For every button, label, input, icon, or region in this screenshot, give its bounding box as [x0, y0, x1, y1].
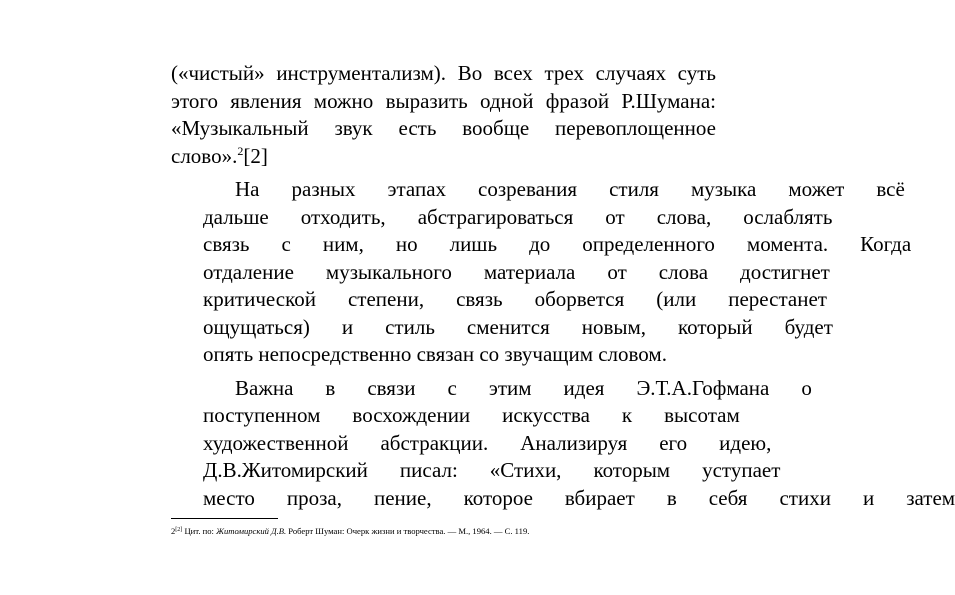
word: его — [659, 430, 688, 455]
word: художественной — [203, 430, 349, 455]
word: в — [666, 485, 677, 510]
word: Важна — [235, 375, 294, 400]
word: ослаблять — [743, 204, 833, 229]
word: Д.В.Житомирский — [203, 458, 368, 482]
word: музыкального — [325, 259, 452, 284]
word: Р.Шумана: — [621, 88, 716, 113]
word: идея — [563, 375, 605, 400]
footnote-reference[interactable]: 2 — [237, 143, 244, 158]
word: ним, — [322, 232, 364, 256]
text-line — [171, 286, 827, 314]
word: явления — [230, 88, 302, 113]
word: ощущаться) — [203, 314, 310, 339]
word: идею, — [719, 430, 772, 455]
word: от — [605, 204, 625, 229]
word: этого — [171, 88, 219, 113]
word: дальше — [203, 204, 269, 229]
footnote-number: 2 — [171, 526, 176, 536]
word: разных — [291, 177, 356, 201]
word: («чистый» — [171, 61, 265, 85]
citation-reference[interactable]: [2] — [243, 143, 268, 168]
word: инструментализм). — [276, 61, 447, 85]
word: (или — [656, 287, 697, 311]
paragraph-1 — [171, 60, 716, 170]
text-line — [171, 430, 772, 458]
word: Во — [457, 61, 483, 85]
word: с — [281, 232, 291, 256]
word: «Музыкальный — [171, 116, 309, 140]
word: фразой — [545, 88, 610, 113]
word: пение, — [373, 485, 432, 510]
word: На — [235, 177, 260, 201]
footnote-divider — [171, 518, 278, 519]
word: затем — [906, 485, 955, 510]
text-line — [171, 314, 833, 342]
word: момента. — [746, 232, 829, 256]
word: перевоплощенное — [555, 116, 716, 140]
word: уступает — [702, 458, 781, 482]
word: стиля — [609, 177, 659, 201]
word: Э.Т.А.Гофмана — [636, 375, 770, 400]
word: вообще — [462, 116, 530, 140]
word: лишь — [449, 232, 498, 256]
word: новым, — [581, 314, 647, 339]
text-line — [171, 259, 830, 287]
word: слова, — [656, 204, 712, 229]
word: связь — [456, 287, 503, 311]
paragraph-2 — [171, 176, 912, 369]
word: отдаление — [203, 259, 294, 284]
word: Когда — [860, 232, 912, 256]
word: которое — [463, 485, 533, 510]
text-line — [171, 375, 812, 403]
text-line — [171, 402, 740, 430]
word: музыка — [690, 177, 757, 201]
word: восхождении — [352, 403, 471, 427]
word: связи — [367, 375, 416, 400]
text-line: опять непосредственно связан со звучащим словом. — [203, 342, 667, 366]
text-line — [171, 231, 912, 259]
word: звук — [334, 116, 373, 140]
word: и — [341, 314, 354, 339]
word: писал: — [399, 458, 458, 482]
word: перестанет — [728, 287, 827, 311]
footnote-source: Роберт Шуман: Очерк жизни и творчества. — М., 1964. — С. 119. — [288, 526, 530, 536]
word: вбирает — [564, 485, 635, 510]
word: оборвется — [534, 287, 625, 311]
word: случаях — [595, 61, 666, 85]
footnote — [171, 526, 731, 537]
word: созревания — [478, 177, 578, 201]
text-line — [171, 204, 833, 232]
word: которым — [593, 458, 671, 482]
word: проза, — [286, 485, 342, 510]
word: слова — [658, 259, 709, 284]
word: о — [801, 375, 812, 400]
word: себя — [708, 485, 748, 510]
word: этапах — [387, 177, 447, 201]
word: достигнет — [740, 259, 830, 284]
word: можно — [313, 88, 374, 113]
word: с — [447, 375, 457, 400]
word: отходить, — [300, 204, 386, 229]
footnote-prefix: Цит. по: — [184, 526, 214, 536]
word: к — [621, 403, 633, 427]
word: в — [325, 375, 336, 400]
word: всё — [876, 177, 905, 201]
word: абстрагироваться — [417, 204, 574, 229]
word: степени, — [347, 287, 425, 311]
word: материала — [483, 259, 576, 284]
word: от — [607, 259, 627, 284]
word: до — [529, 232, 551, 256]
word: трех — [544, 61, 584, 85]
paragraph-3 — [171, 375, 955, 513]
word: стихи — [779, 485, 831, 510]
text-line — [171, 485, 955, 513]
text-line — [171, 143, 716, 171]
word: будет — [784, 314, 833, 339]
footnote-ref: [2] — [175, 527, 183, 533]
last-line-text: слово». — [171, 143, 238, 168]
text-line — [171, 176, 905, 204]
word: выразить — [385, 88, 468, 113]
word: сменится — [466, 314, 550, 339]
body-text — [171, 60, 955, 512]
word: связь — [203, 232, 250, 256]
word: суть — [677, 61, 716, 85]
word: искусства — [502, 403, 590, 427]
word: абстракции. — [380, 430, 489, 455]
word: может — [788, 177, 845, 201]
word: и — [862, 485, 875, 510]
word: но — [395, 232, 418, 256]
footnote-author: Житомирский Д.В. — [216, 526, 287, 536]
text-line — [171, 60, 716, 88]
word: есть — [398, 116, 437, 140]
text-line — [171, 457, 781, 485]
text-line — [171, 88, 716, 116]
word: «Стихи, — [489, 458, 562, 482]
word: одной — [479, 88, 534, 113]
word: этим — [488, 375, 532, 400]
word: высотам — [664, 403, 740, 427]
word: место — [203, 485, 255, 510]
text-line — [171, 115, 716, 143]
word: который — [678, 314, 753, 339]
word: стиль — [385, 314, 435, 339]
word: поступенном — [203, 403, 321, 427]
word: определенного — [582, 232, 715, 256]
word: всех — [493, 61, 533, 85]
word: Анализируя — [520, 430, 628, 455]
word: критической — [203, 287, 316, 311]
